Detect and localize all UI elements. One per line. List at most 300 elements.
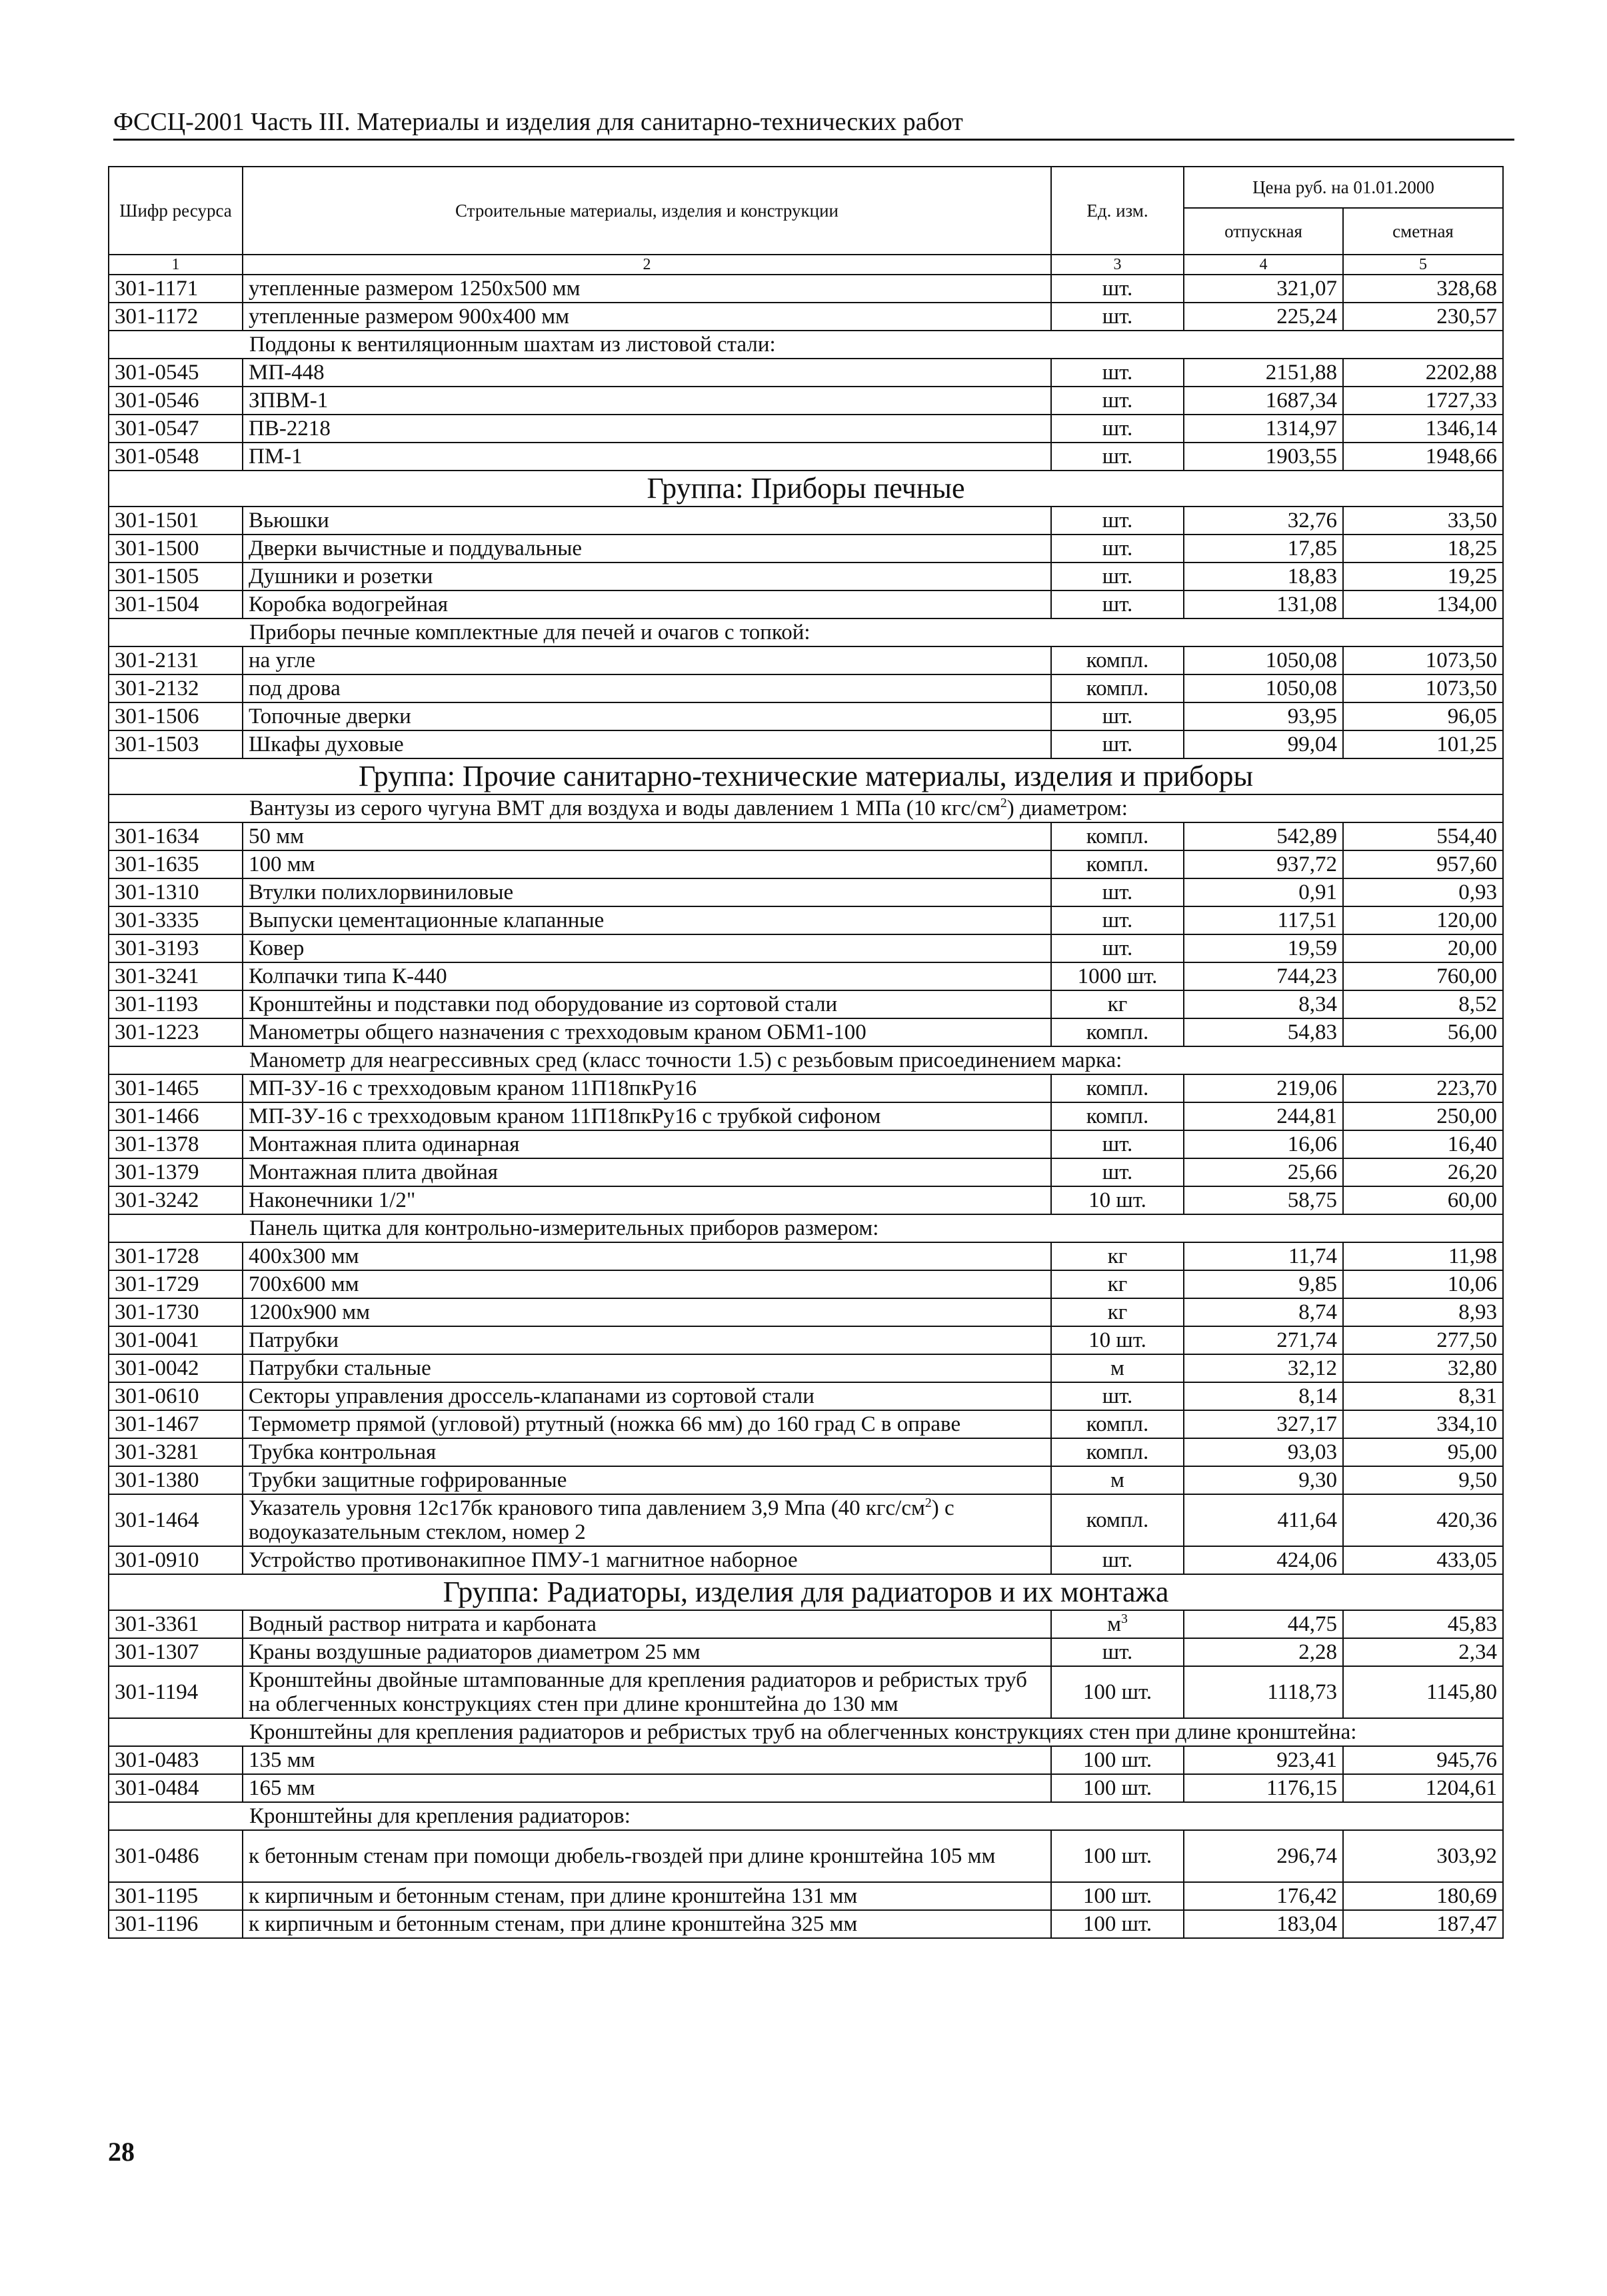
subheading-row bbox=[109, 1718, 1503, 1746]
item-name-text: Колпачки типа К-440 bbox=[249, 964, 447, 988]
price-release: 937,72 bbox=[1184, 850, 1343, 878]
subheading bbox=[109, 331, 1503, 359]
price-estimate: 334,10 bbox=[1343, 1410, 1503, 1438]
col-header-name: Строительные материалы, изделия и конструкции bbox=[243, 167, 1051, 255]
item-name bbox=[243, 1382, 1051, 1410]
table-row bbox=[109, 535, 1503, 563]
price-release: 11,74 bbox=[1184, 1242, 1343, 1270]
item-name bbox=[243, 1410, 1051, 1438]
unit bbox=[1051, 1298, 1184, 1326]
unit-text: 100 шт. bbox=[1082, 1680, 1152, 1704]
price-estimate: 328,68 bbox=[1343, 275, 1503, 303]
item-name bbox=[243, 590, 1051, 618]
unit bbox=[1051, 934, 1184, 962]
resource-code: 301-1466 bbox=[109, 1102, 243, 1130]
unit bbox=[1051, 535, 1184, 563]
resource-code: 301-1196 bbox=[109, 1910, 243, 1938]
item-name bbox=[243, 1158, 1051, 1186]
table-row bbox=[109, 1410, 1503, 1438]
price-release: 424,06 bbox=[1184, 1546, 1343, 1574]
item-name bbox=[243, 1494, 1051, 1546]
resource-code: 301-1505 bbox=[109, 563, 243, 590]
item-name bbox=[243, 1610, 1051, 1638]
subheading-text: Кронштейны для крепления радиаторов и ребристых труб на облегченных конструкциях стен при длине кронштейна: bbox=[249, 1720, 1357, 1744]
item-name-text: Ковер bbox=[249, 936, 305, 960]
unit-text: 10 шт. bbox=[1088, 1188, 1146, 1212]
price-estimate: 2,34 bbox=[1343, 1638, 1503, 1666]
resource-code: 301-1730 bbox=[109, 1298, 243, 1326]
price-estimate: 33,50 bbox=[1343, 507, 1503, 535]
unit bbox=[1051, 590, 1184, 618]
price-release: 9,30 bbox=[1184, 1466, 1343, 1494]
item-name-text: МП-3У-16 с трехходовым краном 11П18пкРу16 с трубкой сифоном bbox=[249, 1104, 881, 1128]
table-row bbox=[109, 563, 1503, 590]
item-name bbox=[243, 730, 1051, 758]
resource-code: 301-1310 bbox=[109, 878, 243, 906]
unit-text: шт. bbox=[1102, 908, 1133, 932]
item-name bbox=[243, 674, 1051, 702]
price-estimate: 1727,33 bbox=[1343, 387, 1503, 415]
unit bbox=[1051, 850, 1184, 878]
item-name-text: Водный раствор нитрата и карбоната bbox=[249, 1612, 597, 1636]
unit bbox=[1051, 1270, 1184, 1298]
unit bbox=[1051, 303, 1184, 331]
table-row bbox=[109, 1466, 1503, 1494]
unit bbox=[1051, 415, 1184, 443]
table-row bbox=[109, 1326, 1503, 1354]
unit bbox=[1051, 1354, 1184, 1382]
unit bbox=[1051, 1830, 1184, 1882]
price-release: 1118,73 bbox=[1184, 1666, 1343, 1718]
item-name-text: Выпуски цементационные клапанные bbox=[249, 908, 605, 932]
unit-text: м bbox=[1110, 1356, 1124, 1380]
unit-text: м bbox=[1107, 1612, 1121, 1636]
item-name-text: Устройство противонакипное ПМУ-1 магнитное наборное bbox=[249, 1548, 798, 1572]
item-name-text: Монтажная плита одинарная bbox=[249, 1132, 520, 1156]
item-name-text: Кронштейны и подставки под оборудование из сортовой стали bbox=[249, 992, 838, 1016]
col-header-price-estimate: сметная bbox=[1343, 208, 1503, 255]
unit bbox=[1051, 822, 1184, 850]
price-release: 99,04 bbox=[1184, 730, 1343, 758]
unit bbox=[1051, 443, 1184, 471]
item-name-text: ПМ-1 bbox=[249, 445, 303, 469]
resource-code: 301-1465 bbox=[109, 1074, 243, 1102]
unit-text: шт. bbox=[1102, 417, 1133, 441]
item-name-text: Термометр прямой (угловой) ртутный (ножка 66 мм) до 160 град С в оправе bbox=[249, 1412, 961, 1436]
price-estimate: 180,69 bbox=[1343, 1882, 1503, 1910]
item-name bbox=[243, 1638, 1051, 1666]
price-release: 16,06 bbox=[1184, 1130, 1343, 1158]
resource-code: 301-0483 bbox=[109, 1746, 243, 1774]
unit-text: 100 шт. bbox=[1082, 1748, 1152, 1772]
table-row bbox=[109, 1130, 1503, 1158]
price-release: 93,95 bbox=[1184, 702, 1343, 730]
resource-code: 301-1223 bbox=[109, 1018, 243, 1046]
table-row bbox=[109, 1494, 1503, 1546]
item-name bbox=[243, 1270, 1051, 1298]
item-name bbox=[243, 507, 1051, 535]
resource-code: 301-2131 bbox=[109, 646, 243, 674]
price-estimate: 1073,50 bbox=[1343, 674, 1503, 702]
price-estimate: 187,47 bbox=[1343, 1910, 1503, 1938]
price-release: 131,08 bbox=[1184, 590, 1343, 618]
subheading-text-after: ) диаметром: bbox=[1006, 796, 1128, 820]
item-name bbox=[243, 702, 1051, 730]
unit-text: компл. bbox=[1086, 1104, 1149, 1128]
unit-text: шт. bbox=[1102, 361, 1133, 385]
resource-code: 301-0547 bbox=[109, 415, 243, 443]
price-release: 183,04 bbox=[1184, 1910, 1343, 1938]
subheading bbox=[109, 794, 1503, 822]
price-release: 32,12 bbox=[1184, 1354, 1343, 1382]
item-name bbox=[243, 1910, 1051, 1938]
price-estimate: 10,06 bbox=[1343, 1270, 1503, 1298]
price-estimate: 945,76 bbox=[1343, 1746, 1503, 1774]
item-name bbox=[243, 1466, 1051, 1494]
price-release: 1176,15 bbox=[1184, 1774, 1343, 1802]
price-estimate: 554,40 bbox=[1343, 822, 1503, 850]
item-name bbox=[243, 850, 1051, 878]
table-row bbox=[109, 934, 1503, 962]
table-row bbox=[109, 1774, 1503, 1802]
table-row bbox=[109, 1910, 1503, 1938]
item-name-text: МП-3У-16 с трехходовым краном 11П18пкРу16 bbox=[249, 1076, 697, 1100]
unit bbox=[1051, 1158, 1184, 1186]
item-name-text: Патрубки стальные bbox=[249, 1356, 431, 1380]
price-estimate: 101,25 bbox=[1343, 730, 1503, 758]
price-release: 225,24 bbox=[1184, 303, 1343, 331]
item-name-text: Указатель уровня 12с17бк кранового типа давлением 3,9 Мпа (40 кгс/см bbox=[249, 1496, 925, 1520]
unit-text: 100 шт. bbox=[1082, 1912, 1152, 1936]
price-estimate: 18,25 bbox=[1343, 535, 1503, 563]
table-row bbox=[109, 1382, 1503, 1410]
unit bbox=[1051, 1910, 1184, 1938]
item-name bbox=[243, 443, 1051, 471]
resource-code: 301-1506 bbox=[109, 702, 243, 730]
unit-text: шт. bbox=[1102, 704, 1133, 728]
resource-code: 301-0545 bbox=[109, 359, 243, 387]
item-name bbox=[243, 415, 1051, 443]
price-release: 244,81 bbox=[1184, 1102, 1343, 1130]
unit-text: кг bbox=[1107, 1272, 1128, 1296]
item-name-text: утепленные размером 900x400 мм bbox=[249, 305, 569, 329]
item-name-text: Коробка водогрейная bbox=[249, 592, 449, 616]
unit-text: шт. bbox=[1102, 1160, 1133, 1184]
table-row bbox=[109, 1438, 1503, 1466]
item-name-text: ЗПВМ-1 bbox=[249, 389, 329, 413]
item-name bbox=[243, 563, 1051, 590]
unit bbox=[1051, 359, 1184, 387]
item-name-text: 400x300 мм bbox=[249, 1244, 359, 1268]
superscript: 2 bbox=[924, 1496, 932, 1510]
subheading-text: Кронштейны для крепления радиаторов: bbox=[249, 1804, 631, 1828]
item-name bbox=[243, 1546, 1051, 1574]
price-release: 176,42 bbox=[1184, 1882, 1343, 1910]
unit bbox=[1051, 1130, 1184, 1158]
price-estimate: 2202,88 bbox=[1343, 359, 1503, 387]
resource-code: 301-1172 bbox=[109, 303, 243, 331]
table-row bbox=[109, 1298, 1503, 1326]
subheading-row bbox=[109, 794, 1503, 822]
resource-code: 301-1378 bbox=[109, 1130, 243, 1158]
item-name-text: Монтажная плита двойная bbox=[249, 1160, 498, 1184]
unit bbox=[1051, 730, 1184, 758]
unit-text: компл. bbox=[1086, 1508, 1149, 1532]
group-heading: Группа: Радиаторы, изделия для радиаторов и их монтажа bbox=[109, 1574, 1503, 1610]
subheading-row bbox=[109, 1214, 1503, 1242]
unit bbox=[1051, 906, 1184, 934]
price-release: 54,83 bbox=[1184, 1018, 1343, 1046]
table-row bbox=[109, 878, 1503, 906]
item-name-text: 165 мм bbox=[249, 1776, 315, 1800]
resource-code: 301-1193 bbox=[109, 990, 243, 1018]
item-name bbox=[243, 990, 1051, 1018]
unit-text: кг bbox=[1107, 992, 1128, 1016]
subheading-row bbox=[109, 331, 1503, 359]
price-release: 9,85 bbox=[1184, 1270, 1343, 1298]
resource-code: 301-1504 bbox=[109, 590, 243, 618]
unit bbox=[1051, 990, 1184, 1018]
group-heading-row bbox=[109, 1574, 1503, 1610]
unit bbox=[1051, 1382, 1184, 1410]
unit-text: шт. bbox=[1102, 880, 1133, 904]
resource-code: 301-1503 bbox=[109, 730, 243, 758]
unit-text: шт. bbox=[1102, 305, 1133, 329]
price-estimate: 420,36 bbox=[1343, 1494, 1503, 1546]
item-name bbox=[243, 1130, 1051, 1158]
resource-code: 301-3193 bbox=[109, 934, 243, 962]
table-row bbox=[109, 1102, 1503, 1130]
table-row bbox=[109, 275, 1503, 303]
unit-text: шт. bbox=[1102, 1640, 1133, 1664]
table-row bbox=[109, 359, 1503, 387]
subheading-row bbox=[109, 1046, 1503, 1074]
unit-text: 100 шт. bbox=[1082, 1776, 1152, 1800]
price-estimate: 32,80 bbox=[1343, 1354, 1503, 1382]
subheading bbox=[109, 618, 1503, 646]
item-name-text: Втулки полихлорвиниловые bbox=[249, 880, 514, 904]
resource-code: 301-1380 bbox=[109, 1466, 243, 1494]
price-estimate: 1948,66 bbox=[1343, 443, 1503, 471]
unit bbox=[1051, 275, 1184, 303]
item-name bbox=[243, 1830, 1051, 1882]
item-name bbox=[243, 1186, 1051, 1214]
resource-code: 301-1379 bbox=[109, 1158, 243, 1186]
subheading bbox=[109, 1214, 1503, 1242]
price-estimate: 120,00 bbox=[1343, 906, 1503, 934]
item-name bbox=[243, 275, 1051, 303]
table-row bbox=[109, 674, 1503, 702]
item-name bbox=[243, 359, 1051, 387]
table-row bbox=[109, 850, 1503, 878]
price-release: 8,14 bbox=[1184, 1382, 1343, 1410]
item-name bbox=[243, 1354, 1051, 1382]
item-name-text: к кирпичным и бетонным стенам, при длине кронштейна 131 мм bbox=[249, 1884, 858, 1908]
resource-code: 301-1501 bbox=[109, 507, 243, 535]
unit bbox=[1051, 674, 1184, 702]
item-name bbox=[243, 303, 1051, 331]
col-header-price-group: Цена руб. на 01.01.2000 bbox=[1184, 167, 1503, 208]
subheading-row bbox=[109, 618, 1503, 646]
unit bbox=[1051, 1102, 1184, 1130]
unit bbox=[1051, 1326, 1184, 1354]
price-release: 744,23 bbox=[1184, 962, 1343, 990]
group-heading: Группа: Приборы печные bbox=[109, 471, 1503, 507]
unit-text: компл. bbox=[1086, 1076, 1149, 1100]
resource-code: 301-1729 bbox=[109, 1270, 243, 1298]
item-name-text: Наконечники 1/2" bbox=[249, 1188, 416, 1212]
col-header-code: Шифр ресурса bbox=[109, 167, 243, 255]
item-name bbox=[243, 1774, 1051, 1802]
unit-text: шт. bbox=[1102, 732, 1133, 756]
price-release: 542,89 bbox=[1184, 822, 1343, 850]
price-release: 93,03 bbox=[1184, 1438, 1343, 1466]
table-row bbox=[109, 590, 1503, 618]
item-name-text: Дверки вычистные и поддувальные bbox=[249, 537, 583, 561]
item-name-text: Манометры общего назначения с трехходовым краном ОБМ1-100 bbox=[249, 1020, 866, 1044]
item-name-text: Кронштейны двойные штампованные для крепления радиаторов и ребристых труб на облегченных конструкциях стен при длине кронштейна до 130 мм bbox=[249, 1668, 1027, 1716]
unit-text: 100 шт. bbox=[1082, 1844, 1152, 1868]
price-table bbox=[108, 166, 1504, 1939]
item-name-text: 135 мм bbox=[249, 1748, 315, 1772]
column-number: 3 bbox=[1051, 255, 1184, 275]
resource-code: 301-1635 bbox=[109, 850, 243, 878]
price-release: 18,83 bbox=[1184, 563, 1343, 590]
resource-code: 301-0910 bbox=[109, 1546, 243, 1574]
price-estimate: 134,00 bbox=[1343, 590, 1503, 618]
price-estimate: 60,00 bbox=[1343, 1186, 1503, 1214]
item-name bbox=[243, 535, 1051, 563]
table-row bbox=[109, 1158, 1503, 1186]
price-release: 296,74 bbox=[1184, 1830, 1343, 1882]
unit bbox=[1051, 646, 1184, 674]
resource-code: 301-0484 bbox=[109, 1774, 243, 1802]
table-row bbox=[109, 303, 1503, 331]
price-release: 1050,08 bbox=[1184, 646, 1343, 674]
unit bbox=[1051, 1242, 1184, 1270]
unit bbox=[1051, 1018, 1184, 1046]
col-header-price-release: отпускная bbox=[1184, 208, 1343, 255]
table-row bbox=[109, 507, 1503, 535]
unit-text: шт. bbox=[1102, 1548, 1133, 1572]
unit bbox=[1051, 1186, 1184, 1214]
unit-text: компл. bbox=[1086, 1440, 1149, 1464]
price-estimate: 223,70 bbox=[1343, 1074, 1503, 1102]
unit bbox=[1051, 1438, 1184, 1466]
item-name bbox=[243, 1326, 1051, 1354]
item-name-text: 1200x900 мм bbox=[249, 1300, 371, 1324]
price-estimate: 303,92 bbox=[1343, 1830, 1503, 1882]
price-release: 8,74 bbox=[1184, 1298, 1343, 1326]
resource-code: 301-1728 bbox=[109, 1242, 243, 1270]
unit bbox=[1051, 1546, 1184, 1574]
unit bbox=[1051, 1494, 1184, 1546]
price-release: 219,06 bbox=[1184, 1074, 1343, 1102]
subheading bbox=[109, 1046, 1503, 1074]
price-estimate: 957,60 bbox=[1343, 850, 1503, 878]
item-name bbox=[243, 906, 1051, 934]
table-row bbox=[109, 443, 1503, 471]
unit-text: шт. bbox=[1102, 509, 1133, 533]
table-row bbox=[109, 1354, 1503, 1382]
item-name-text: Вьюшки bbox=[249, 509, 329, 533]
price-estimate: 760,00 bbox=[1343, 962, 1503, 990]
price-release: 2151,88 bbox=[1184, 359, 1343, 387]
resource-code: 301-1500 bbox=[109, 535, 243, 563]
unit bbox=[1051, 387, 1184, 415]
column-number-row bbox=[109, 255, 1503, 275]
resource-code: 301-1464 bbox=[109, 1494, 243, 1546]
item-name-text: МП-448 bbox=[249, 361, 325, 385]
item-name bbox=[243, 822, 1051, 850]
unit bbox=[1051, 1774, 1184, 1802]
price-release: 8,34 bbox=[1184, 990, 1343, 1018]
price-estimate: 0,93 bbox=[1343, 878, 1503, 906]
subheading-text: Панель щитка для контрольно-измерительных приборов размером: bbox=[249, 1216, 879, 1240]
item-name-text: Трубки защитные гофрированные bbox=[249, 1468, 567, 1492]
resource-code: 301-3242 bbox=[109, 1186, 243, 1214]
unit-text: шт. bbox=[1102, 936, 1133, 960]
price-estimate: 1073,50 bbox=[1343, 646, 1503, 674]
table-row bbox=[109, 702, 1503, 730]
resource-code: 301-3241 bbox=[109, 962, 243, 990]
unit-text: шт. bbox=[1102, 1132, 1133, 1156]
subheading-text: Поддоны к вентиляционным шахтам из листовой стали: bbox=[249, 333, 776, 357]
table-row bbox=[109, 387, 1503, 415]
unit bbox=[1051, 1882, 1184, 1910]
price-release: 923,41 bbox=[1184, 1746, 1343, 1774]
subheading bbox=[109, 1718, 1503, 1746]
price-release: 25,66 bbox=[1184, 1158, 1343, 1186]
table-row bbox=[109, 730, 1503, 758]
unit-text: компл. bbox=[1086, 824, 1149, 848]
item-name-text: ПВ-2218 bbox=[249, 417, 331, 441]
price-release: 58,75 bbox=[1184, 1186, 1343, 1214]
price-release: 1903,55 bbox=[1184, 443, 1343, 471]
unit-text: компл. bbox=[1086, 676, 1149, 700]
item-name bbox=[243, 1438, 1051, 1466]
table-row bbox=[109, 1638, 1503, 1666]
table-row bbox=[109, 1270, 1503, 1298]
unit bbox=[1051, 702, 1184, 730]
subheading-text: Вантузы из серого чугуна ВМТ для воздуха и воды давлением 1 МПа (10 кгс/см bbox=[249, 796, 1000, 820]
item-name-text: 100 мм bbox=[249, 852, 315, 876]
price-estimate: 230,57 bbox=[1343, 303, 1503, 331]
resource-code: 301-1171 bbox=[109, 275, 243, 303]
resource-code: 301-0548 bbox=[109, 443, 243, 471]
column-number: 5 bbox=[1343, 255, 1503, 275]
unit-text: компл. bbox=[1086, 1412, 1149, 1436]
table-row bbox=[109, 1666, 1503, 1718]
item-name-text-after: ) с водоуказательным стеклом, номер 2 bbox=[249, 1496, 954, 1544]
unit-text: 10 шт. bbox=[1088, 1328, 1146, 1352]
table-row bbox=[109, 415, 1503, 443]
unit-text: шт. bbox=[1102, 537, 1133, 561]
unit-text: компл. bbox=[1086, 852, 1149, 876]
price-release: 0,91 bbox=[1184, 878, 1343, 906]
group-heading-row bbox=[109, 471, 1503, 507]
resource-code: 301-0546 bbox=[109, 387, 243, 415]
unit bbox=[1051, 878, 1184, 906]
unit-text: шт. bbox=[1102, 277, 1133, 301]
item-name-text: Шкафы духовые bbox=[249, 732, 404, 756]
column-number: 2 bbox=[243, 255, 1051, 275]
item-name bbox=[243, 1242, 1051, 1270]
price-estimate: 433,05 bbox=[1343, 1546, 1503, 1574]
resource-code: 301-0041 bbox=[109, 1326, 243, 1354]
item-name bbox=[243, 387, 1051, 415]
unit bbox=[1051, 1638, 1184, 1666]
